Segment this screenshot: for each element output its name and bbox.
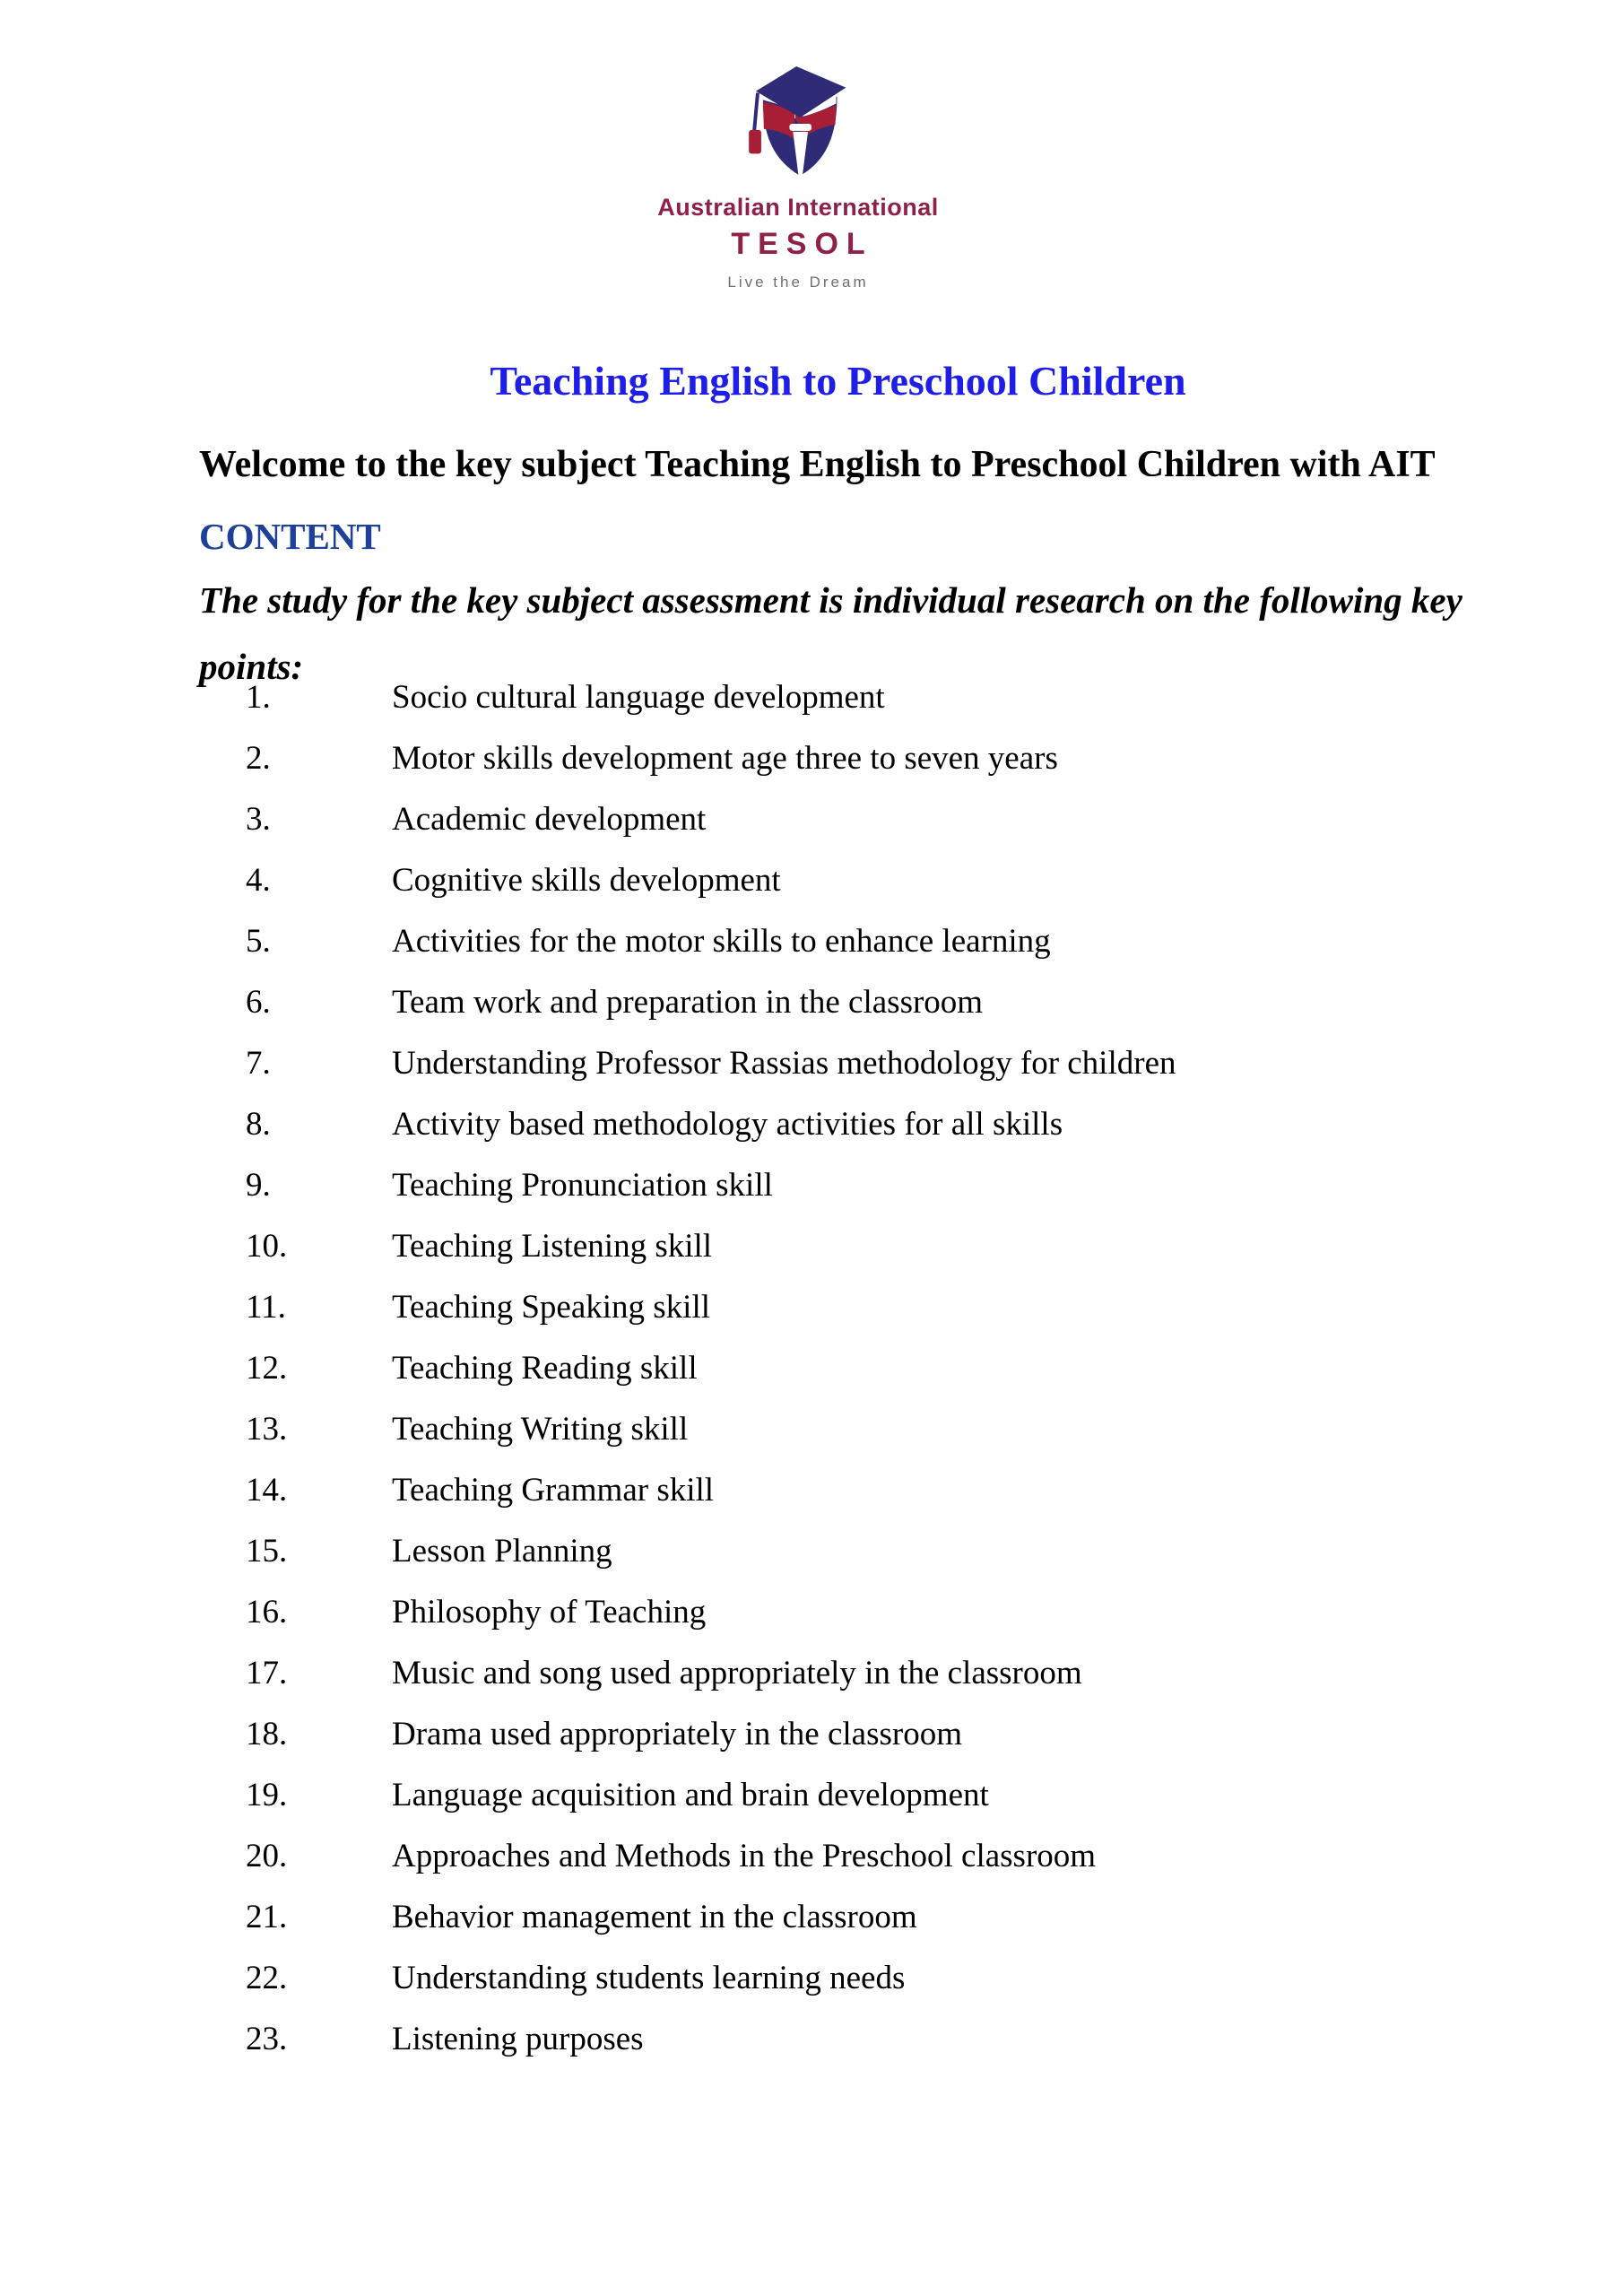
list-item-number: 19. [246, 1777, 288, 1813]
list-item [199, 1532, 1508, 1593]
list-item [199, 983, 1508, 1044]
list-item-text: Understanding Professor Rassias methodology for children [392, 1045, 1176, 1082]
list-item-number: 3. [246, 801, 271, 838]
list-item-number: 12. [246, 1350, 288, 1387]
tesol-logo-block [657, 59, 939, 291]
list-item-text: Music and song used appropriately in the classroom [392, 1655, 1082, 1692]
list-item [199, 1715, 1508, 1776]
list-item-number: 6. [246, 984, 271, 1021]
list-item-text: Lesson Planning [392, 1533, 612, 1570]
list-item [199, 1959, 1508, 2020]
list-item [199, 1105, 1508, 1166]
content-list [199, 678, 1508, 2081]
logo-tagline: Live the Dream [727, 274, 869, 291]
tesol-logo-icon [745, 59, 851, 185]
list-item-number: 14. [246, 1472, 288, 1509]
list-item-number: 18. [246, 1716, 288, 1752]
list-item [199, 861, 1508, 922]
list-item [199, 1288, 1508, 1349]
list-item [199, 1898, 1508, 1959]
list-item-number: 9. [246, 1167, 271, 1204]
list-item-number: 10. [246, 1228, 288, 1265]
page-title: Teaching English to Preschool Children [490, 358, 1186, 404]
list-item-number: 4. [246, 862, 271, 899]
list-item-text: Teaching Grammar skill [392, 1472, 715, 1509]
list-item-text: Teaching Reading skill [392, 1350, 698, 1387]
list-item-text: Approaches and Methods in the Preschool classroom [392, 1838, 1097, 1874]
list-item [199, 1471, 1508, 1532]
list-item-text: Team work and preparation in the classroom [392, 984, 984, 1021]
list-item-number: 5. [246, 923, 271, 960]
list-item-number: 13. [246, 1411, 288, 1448]
list-item [199, 1227, 1508, 1288]
list-item [199, 1837, 1508, 1898]
list-item-text: Drama used appropriately in the classroom [392, 1716, 962, 1752]
list-item-number: 22. [246, 1960, 288, 1996]
list-item-text: Teaching Listening skill [392, 1228, 713, 1265]
list-item-text: Teaching Writing skill [392, 1411, 689, 1448]
list-item [199, 1166, 1508, 1227]
section-heading-content: CONTENT [199, 516, 381, 557]
list-item-text: Activities for the motor skills to enhance learning [392, 923, 1051, 960]
list-item-number: 17. [246, 1655, 288, 1692]
list-item [199, 1776, 1508, 1837]
list-item-number: 21. [246, 1899, 288, 1935]
list-item-number: 8. [246, 1106, 271, 1143]
logo-org-line2: TESOL [731, 227, 873, 261]
list-item [199, 2020, 1508, 2081]
list-item-text: Teaching Pronunciation skill [392, 1167, 773, 1204]
list-item-text: Behavior management in the classroom [392, 1899, 917, 1935]
list-item-text: Motor skills development age three to seven years [392, 740, 1058, 777]
list-item [199, 922, 1508, 983]
list-item-text: Activity based methodology activities for all skills [392, 1106, 1063, 1143]
list-item-text: Socio cultural language development [392, 679, 885, 716]
list-item-number: 20. [246, 1838, 288, 1874]
list-item-number: 16. [246, 1594, 288, 1631]
list-item [199, 1044, 1508, 1105]
list-item [199, 800, 1508, 861]
list-item [199, 678, 1508, 739]
list-item [199, 1654, 1508, 1715]
list-item-text: Understanding students learning needs [392, 1960, 906, 1996]
list-item-number: 15. [246, 1533, 288, 1570]
list-item [199, 739, 1508, 800]
list-item-text: Cognitive skills development [392, 862, 781, 899]
list-item-number: 1. [246, 679, 271, 716]
tassel-icon [749, 93, 761, 154]
list-item-text: Philosophy of Teaching [392, 1594, 707, 1631]
list-item [199, 1349, 1508, 1410]
list-item-text: Academic development [392, 801, 707, 838]
list-item [199, 1593, 1508, 1654]
list-item-number: 7. [246, 1045, 271, 1082]
list-item-number: 2. [246, 740, 271, 777]
welcome-line: Welcome to the key subject Teaching English to Preschool Children with AIT [199, 444, 1436, 485]
list-item [199, 1410, 1508, 1471]
intro-line-2: points: [199, 646, 304, 687]
list-item-number: 23. [246, 2021, 288, 2057]
list-item-text: Listening purposes [392, 2021, 644, 2057]
list-item-text: Language acquisition and brain development [392, 1777, 989, 1813]
logo-org-line1: Australian International [657, 194, 939, 221]
intro-line-1: The study for the key subject assessment is individual research on the following key [199, 579, 1462, 621]
list-item-number: 11. [246, 1289, 286, 1326]
list-item-text: Teaching Speaking skill [392, 1289, 711, 1326]
